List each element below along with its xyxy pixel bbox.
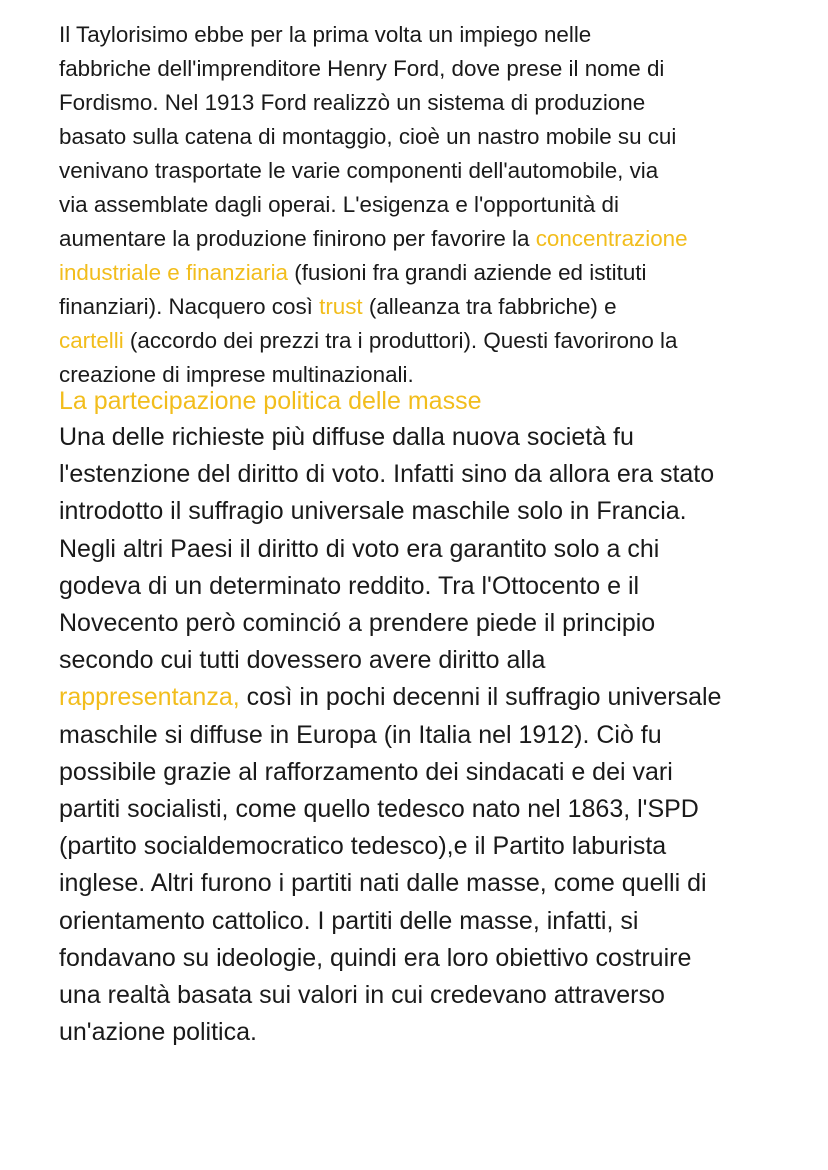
text-line: una realtà basata sui valori in cui credevano attraverso (59, 981, 665, 1010)
text-line: venivano trasportate le varie componenti dell'automobile, via (59, 158, 659, 183)
text-line (59, 679, 799, 716)
text-line: via assemblate dagli operai. L'esigenza e l'opportunità di (59, 192, 619, 217)
text-line: (partito socialdemocratico tedesco),e il Partito laburista (59, 832, 667, 861)
text-segment: così in pochi decenni il suffragio universale (239, 683, 722, 712)
text-line: Novecento però cominció a prendere piede il principio (59, 609, 656, 638)
highlight-term: cartelli (59, 328, 124, 353)
text-line: fondavano su ideologie, quindi era loro obiettivo costruire (59, 943, 692, 972)
paragraph-fordismo (59, 18, 799, 392)
text-line (59, 256, 799, 290)
text-line: introdotto il suffragio universale maschile solo in Francia. (59, 497, 687, 526)
text-line (59, 324, 799, 358)
text-line: partiti socialisti, come quello tedesco nato nel 1863, l'SPD (59, 795, 699, 824)
text-line: fabbriche dell'imprenditore Henry Ford, dove prese il nome di (59, 56, 665, 81)
text-line: basato sulla catena di montaggio, cioè un nastro mobile su cui (59, 124, 677, 149)
text-line: Fordismo. Nel 1913 Ford realizzò un sistema di produzione (59, 90, 646, 115)
highlight-term: concentrazione (535, 226, 688, 251)
text-line: Il Taylorisimo ebbe per la prima volta un impiego nelle (59, 22, 592, 47)
text-line: godeva di un determinato reddito. Tra l'Ottocento e il (59, 571, 640, 600)
highlight-term: trust (319, 294, 363, 319)
text-segment: (alleanza tra fabbriche) e (362, 294, 617, 319)
text-line: un'azione politica. (59, 1018, 257, 1047)
text-line (59, 290, 799, 324)
text-line: secondo cui tutti dovessero avere diritto alla (59, 646, 546, 675)
text-line: maschile si diffuse in Europa (in Italia nel 1912). Ciò fu (59, 720, 662, 749)
highlight-term: rappresentanza, (59, 683, 240, 712)
text-segment: (fusioni fra grandi aziende ed istituti (288, 260, 647, 285)
text-segment: (accordo dei prezzi tra i produttori). Questi favorirono la (123, 328, 678, 353)
highlight-term: industriale e finanziaria (59, 260, 289, 285)
text-line: creazione di imprese multinazionali. (59, 362, 414, 387)
document-page (59, 18, 799, 1051)
text-line: orientamento cattolico. I partiti delle masse, infatti, si (59, 906, 639, 935)
text-line (59, 222, 799, 256)
text-line: inglese. Altri furono i partiti nati dalle masse, come quelli di (59, 869, 707, 898)
text-line: Una delle richieste più diffuse dalla nuova società fu (59, 423, 634, 451)
text-segment: finanziari). Nacquero così (59, 294, 320, 319)
text-line: Negli altri Paesi il diritto di voto era garantito solo a chi (59, 534, 660, 563)
paragraph-partecipazione (59, 419, 799, 1051)
text-line: possibile grazie al rafforzamento dei sindacati e dei vari (59, 757, 673, 786)
text-line: l'estenzione del diritto di voto. Infatti sino da allora era stato (59, 460, 715, 489)
text-segment: aumentare la produzione finirono per favorire la (59, 226, 536, 251)
section-heading: La partecipazione politica delle masse (59, 387, 482, 415)
